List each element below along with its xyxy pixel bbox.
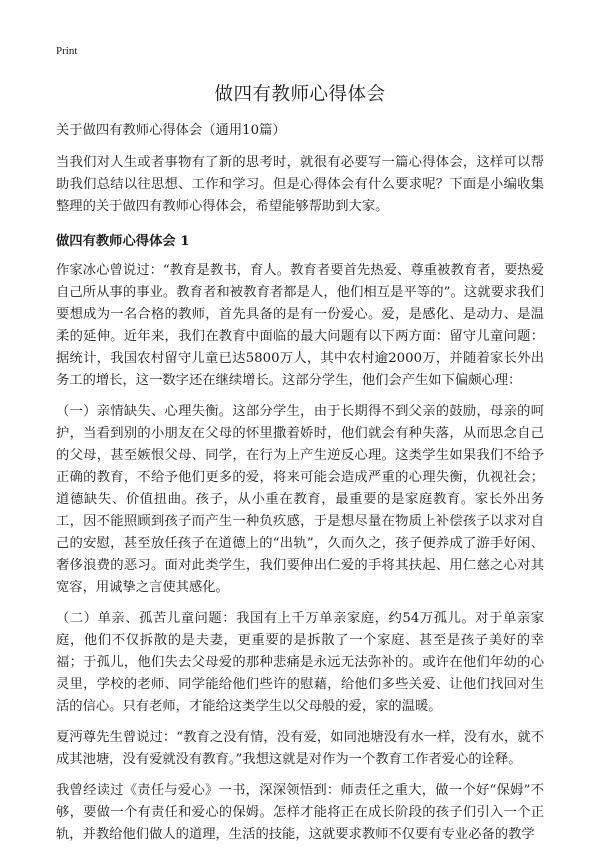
document-title: 做四有教师心得体会 xyxy=(214,84,386,105)
document-body xyxy=(56,120,544,855)
section-heading: 做四有教师心得体会 1 xyxy=(56,234,190,249)
body-paragraph-4: 夏沔尊先生曾说过：“教育之没有情，没有爱，如同池塘没有水一样，没有水，就不成其池塘，没有爱就没有教育。”我想这就是对作为一个教育工作者爱心的诠释。 xyxy=(56,730,544,767)
intro-paragraph: 当我们对人生或者事物有了新的思考时，就很有必要写一篇心得体会，这样可以帮助我们总结以往思想、工作和学习。但是心得体会有什么要求呢？下面是小编收集整理的关于做四有教师心得体会，希望能够帮助到大家。 xyxy=(56,155,544,214)
body-paragraph-5: 我曾经读过《责任与爱心》一书，深深领悟到：师责任之重大，做一个好“保姆”不够，要做一个有责任和爱心的保姆。怎样才能将正在成长阶段的孩子们引入一个正轨，并教给他们做人的道理，生活的技能，这就要求教师不仅要有专业必备的教学 xyxy=(56,783,544,842)
body-paragraph-3: （二）单亲、孤苦儿童问题：我国有上千万单亲家庭，约54万孤儿。对于单亲家庭，他们不仅拆散的是夫妻，更重要的是拆散了一个家庭、甚至是孩子美好的幸福；于孤儿，他们失去父母爱的那种悲痛是永远无法弥补的。或许在他们年幼的心灵里，学校的老师、同学能给他们些许的慰藉，给他们多些关爱、让他们找回对生活的信心。只有老师，才能给这类学生以父母般的爱，家的温暖。 xyxy=(56,611,544,714)
print-link[interactable]: Print xyxy=(56,45,78,57)
body-paragraph-2: （一）亲情缺失、心理失衡。这部分学生，由于长期得不到父亲的鼓励，母亲的呵护，当看到别的小朋友在父母的怀里撒着娇时，他们就会有种失落，从而思念自己的父母，甚至嫉恨父母、同学，在行为上产生逆反心理。这类学生如果我们不给予正确的教育，不给予他们更多的爱，将来可能会造成严重的心理失衡，仇视社会；道德缺失、价值扭曲。孩子，从小重在教育，最重要的是家庭教育。家长外出务工，因不能照顾到孩子而产生一种负疚感，于是想尽量在物质上补偿孩子以求对自己的安慰，甚至放任孩子在道德上的“出轨”，久而久之，孩子便养成了游手好闲、奢侈浪费的恶习。面对此类学生，我们要伸出仁爱的手将其扶起、用仁慈之心对其宽容，用诚挚之言使其感化。 xyxy=(56,404,544,595)
body-paragraph-1: 作家冰心曾说过：“教育是教书，育人。教育者要首先热爱、尊重被教育者，要热爱自己所从事的事业。教育者和被教育者都是人，他们相互是平等的”。这就要求我们要想成为一名合格的教师，首先具备的是有一份爱心。爱，是感化、是动力、是温柔的延伸。近年来，我们在教育中面临的最大问题有以下两方面：留守儿童问题：据统计，我国农村留守儿童已达5800万人，其中农村逾2000万，并随着家长外出务工的增长，这一数字还在继续增长。这部分学生，他们会产生如下偏颇心理： xyxy=(56,263,544,388)
document-subtitle: 关于做四有教师心得体会（通用10篇） xyxy=(56,123,286,138)
